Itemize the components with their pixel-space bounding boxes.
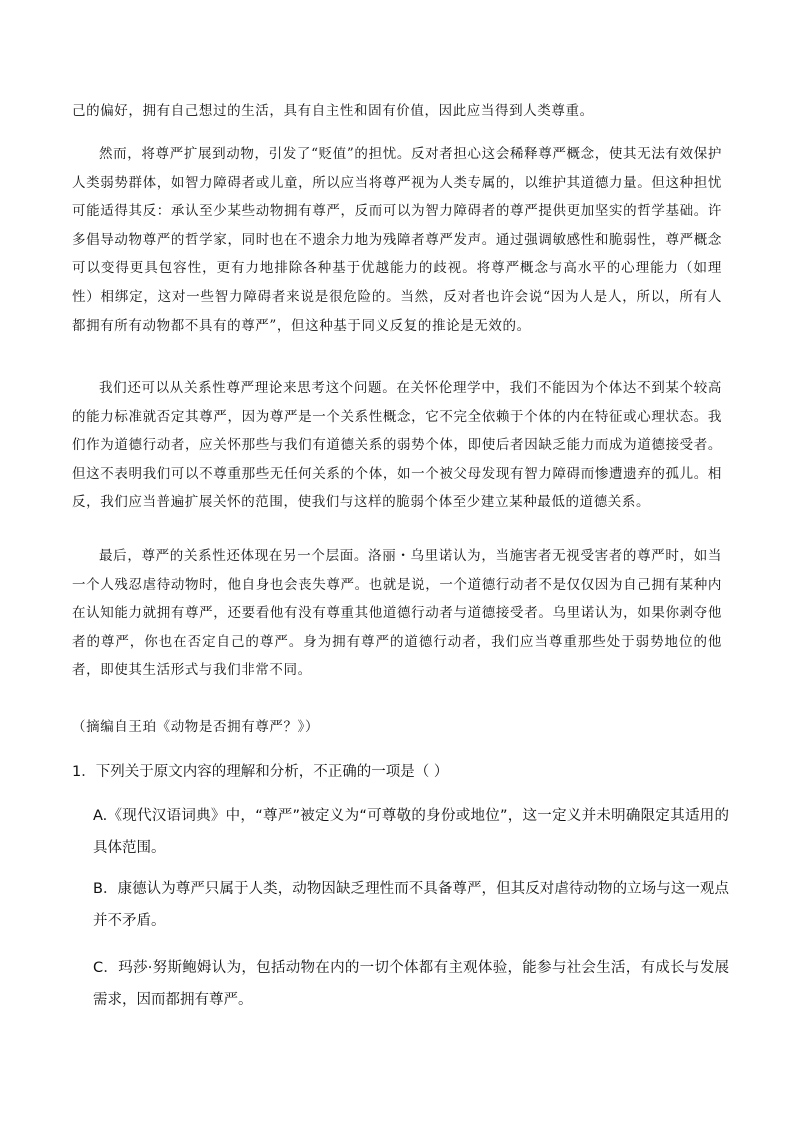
- option-a: A.《现代汉语词典》中，“尊严”被定义为“可尊敬的身份或地位”，这一定义并未明确限定其适用的具体范围。: [93, 808, 729, 856]
- option-c: C．玛莎·努斯鲍姆认为，包括动物在内的一切个体都有主观体验，能参与社会生活，有成长与发展需求，因而都拥有尊严。: [93, 960, 729, 1008]
- question-stem: 1．下列关于原文内容的理解和分析，不正确的一项是（ ）: [72, 764, 449, 780]
- passage-paragraph: 最后，尊严的关系性还体现在另一个层面。洛丽・乌里诺认为，当施害者无视受害者的尊严时，如当一个人残忍虐待动物时，他自身也会丧失尊严。也就是说，一个道德行动者不是仅仅因为自己拥有某种内在认知能力就拥有尊严，还要看他有没有尊重其他道德行动者与道德接受者。乌里诺认为，如果你剥夺他者的尊严，你也在否定自己的尊严。身为拥有尊严的道德行动者，我们应当尊重那些处于弱势地位的他者，即使其生活形式与我们非常不同。: [72, 548, 722, 679]
- passage-paragraph-continued: 己的偏好，拥有自己想过的生活，具有自主性和固有价值，因此应当得到人类尊重。: [72, 103, 594, 119]
- passage-paragraph: 我们还可以从关系性尊严理论来思考这个问题。在关怀伦理学中，我们不能因为个体达不到某个较高的能力标准就否定其尊严，因为尊严是一个关系性概念，它不完全依赖于个体的内在特征或心理状态。我们作为道德行动者，应关怀那些与我们有道德关系的弱势个体，即使后者因缺乏能力而成为道德接受者。但这不表明我们可以不尊重那些无任何关系的个体，如一个被父母发现有智力障碍而惨遭遗弃的孤儿。相反，我们应当普遍扩展关怀的范围，使我们与这样的脆弱个体至少建立某种最低的道德关系。: [72, 380, 722, 511]
- passage-paragraph: 然而，将尊严扩展到动物，引发了“贬值”的担忧。反对者担心这会稀释尊严概念，使其无法有效保护人类弱势群体，如智力障碍者或儿童，所以应当将尊严视为人类专属的，以维护其道德力量。但这种担忧可能适得其反：承认至少某些动物拥有尊严，反而可以为智力障碍者的尊严提供更加坚实的哲学基础。许多倡导动物尊严的哲学家，同时也在不遗余力地为残障者尊严发声。通过强调敏感性和脆弱性，尊严概念可以变得更具包容性，更有力地排除各种基于优越能力的歧视。将尊严概念与高水平的心理能力（如理性）相绑定，这对一些智力障碍者来说是很危险的。当然，反对者也许会说“因为人是人，所以，所有人都拥有所有动物都不具有的尊严”，但这种基于同义反复的推论是无效的。: [72, 146, 722, 334]
- option-b: B．康德认为尊严只属于人类，动物因缺乏理性而不具备尊严，但其反对虐待动物的立场与这一观点并不矛盾。: [93, 881, 729, 929]
- passage-source: （摘编自王珀《动物是否拥有尊严？》）: [72, 719, 320, 735]
